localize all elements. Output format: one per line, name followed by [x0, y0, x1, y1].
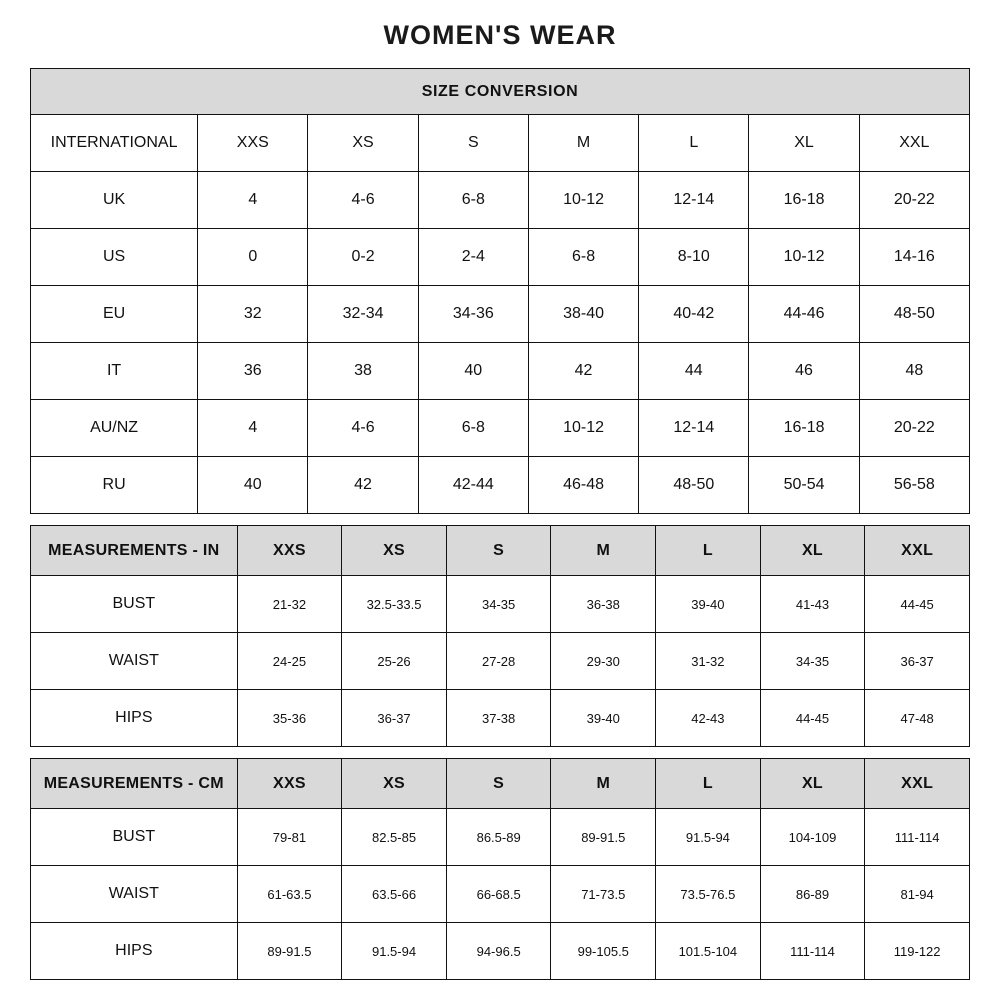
cell: 20-22: [859, 172, 969, 229]
cell: 31-32: [656, 633, 761, 690]
size-header: M: [551, 526, 656, 576]
cell: 0: [198, 229, 308, 286]
cell: 86.5-89: [446, 809, 551, 866]
cell: 111-114: [760, 923, 865, 980]
table-row: [31, 759, 970, 809]
size-header: M: [551, 759, 656, 809]
size-header: XXL: [865, 526, 970, 576]
cell: 16-18: [749, 172, 859, 229]
cell: 2-4: [418, 229, 528, 286]
cell: 79-81: [237, 809, 342, 866]
table-row: [31, 343, 970, 400]
size-header: S: [446, 526, 551, 576]
cell: 50-54: [749, 457, 859, 514]
cell: 44-45: [760, 690, 865, 747]
cell: XXS: [198, 115, 308, 172]
cell: 73.5-76.5: [656, 866, 761, 923]
cell: 56-58: [859, 457, 969, 514]
size-header: L: [656, 759, 761, 809]
row-label: HIPS: [31, 923, 238, 980]
table-row: [31, 400, 970, 457]
cell: 12-14: [639, 172, 749, 229]
cell: 4: [198, 172, 308, 229]
cell: 40: [198, 457, 308, 514]
measurements-cm-title: MEASUREMENTS - CM: [31, 759, 238, 809]
measurements-in-title: MEASUREMENTS - IN: [31, 526, 238, 576]
cell: 8-10: [639, 229, 749, 286]
cell: 66-68.5: [446, 866, 551, 923]
size-conversion-title: SIZE CONVERSION: [31, 69, 970, 115]
table-row: [31, 866, 970, 923]
cell: 89-91.5: [237, 923, 342, 980]
row-label: EU: [31, 286, 198, 343]
cell: 48: [859, 343, 969, 400]
cell: 6-8: [528, 229, 638, 286]
cell: 38-40: [528, 286, 638, 343]
cell: 10-12: [528, 172, 638, 229]
cell: 36-38: [551, 576, 656, 633]
table-row: [31, 172, 970, 229]
cell: 44-45: [865, 576, 970, 633]
cell: 46: [749, 343, 859, 400]
cell: 0-2: [308, 229, 418, 286]
cell: 36-37: [342, 690, 447, 747]
cell: 6-8: [418, 172, 528, 229]
size-header: L: [656, 526, 761, 576]
table-row: [31, 229, 970, 286]
cell: 21-32: [237, 576, 342, 633]
cell: 4: [198, 400, 308, 457]
table-row: [31, 526, 970, 576]
cell: 36: [198, 343, 308, 400]
row-label: INTERNATIONAL: [31, 115, 198, 172]
table-row: [31, 809, 970, 866]
size-header: XS: [342, 759, 447, 809]
cell: 12-14: [639, 400, 749, 457]
cell: 14-16: [859, 229, 969, 286]
size-header: XXS: [237, 526, 342, 576]
size-header: XXL: [865, 759, 970, 809]
cell: XXL: [859, 115, 969, 172]
cell: 46-48: [528, 457, 638, 514]
cell: 104-109: [760, 809, 865, 866]
cell: 41-43: [760, 576, 865, 633]
cell: 34-35: [446, 576, 551, 633]
cell: 4-6: [308, 400, 418, 457]
row-label: HIPS: [31, 690, 238, 747]
cell: 44-46: [749, 286, 859, 343]
row-label: US: [31, 229, 198, 286]
cell: 63.5-66: [342, 866, 447, 923]
cell: 39-40: [551, 690, 656, 747]
cell: 10-12: [528, 400, 638, 457]
table-row: [31, 115, 970, 172]
measurements-in-table: [30, 525, 970, 747]
cell: 39-40: [656, 576, 761, 633]
cell: 86-89: [760, 866, 865, 923]
cell: 91.5-94: [656, 809, 761, 866]
cell: 101.5-104: [656, 923, 761, 980]
cell: 61-63.5: [237, 866, 342, 923]
size-header: XL: [760, 526, 865, 576]
cell: 44: [639, 343, 749, 400]
cell: 20-22: [859, 400, 969, 457]
cell: 34-35: [760, 633, 865, 690]
row-label: BUST: [31, 809, 238, 866]
size-conversion-table: [30, 68, 970, 514]
cell: 82.5-85: [342, 809, 447, 866]
table-row: [31, 576, 970, 633]
table-row: [31, 690, 970, 747]
table-row: [31, 286, 970, 343]
cell: 10-12: [749, 229, 859, 286]
cell: S: [418, 115, 528, 172]
cell: 119-122: [865, 923, 970, 980]
row-label: RU: [31, 457, 198, 514]
cell: 4-6: [308, 172, 418, 229]
row-label: WAIST: [31, 866, 238, 923]
cell: 32-34: [308, 286, 418, 343]
cell: 48-50: [639, 457, 749, 514]
cell: 35-36: [237, 690, 342, 747]
cell: M: [528, 115, 638, 172]
cell: 71-73.5: [551, 866, 656, 923]
size-header: XL: [760, 759, 865, 809]
size-header: S: [446, 759, 551, 809]
cell: 38: [308, 343, 418, 400]
row-label: AU/NZ: [31, 400, 198, 457]
row-label: BUST: [31, 576, 238, 633]
cell: 27-28: [446, 633, 551, 690]
cell: 24-25: [237, 633, 342, 690]
cell: L: [639, 115, 749, 172]
measurements-cm-table: [30, 758, 970, 980]
cell: 34-36: [418, 286, 528, 343]
cell: 89-91.5: [551, 809, 656, 866]
row-label: IT: [31, 343, 198, 400]
cell: XS: [308, 115, 418, 172]
cell: 94-96.5: [446, 923, 551, 980]
table-row: [31, 457, 970, 514]
cell: 47-48: [865, 690, 970, 747]
cell: 37-38: [446, 690, 551, 747]
cell: 32.5-33.5: [342, 576, 447, 633]
size-header: XXS: [237, 759, 342, 809]
cell: 36-37: [865, 633, 970, 690]
cell: 40: [418, 343, 528, 400]
row-label: UK: [31, 172, 198, 229]
cell: 99-105.5: [551, 923, 656, 980]
page-title: WOMEN'S WEAR: [383, 20, 617, 50]
cell: 40-42: [639, 286, 749, 343]
cell: 42-44: [418, 457, 528, 514]
cell: 29-30: [551, 633, 656, 690]
cell: 48-50: [859, 286, 969, 343]
cell: 16-18: [749, 400, 859, 457]
cell: 25-26: [342, 633, 447, 690]
cell: 42: [528, 343, 638, 400]
cell: XL: [749, 115, 859, 172]
table-row: [31, 633, 970, 690]
table-row: [31, 69, 970, 115]
size-header: XS: [342, 526, 447, 576]
cell: 42-43: [656, 690, 761, 747]
cell: 91.5-94: [342, 923, 447, 980]
cell: 42: [308, 457, 418, 514]
cell: 111-114: [865, 809, 970, 866]
cell: 32: [198, 286, 308, 343]
cell: 81-94: [865, 866, 970, 923]
row-label: WAIST: [31, 633, 238, 690]
cell: 6-8: [418, 400, 528, 457]
table-row: [31, 923, 970, 980]
